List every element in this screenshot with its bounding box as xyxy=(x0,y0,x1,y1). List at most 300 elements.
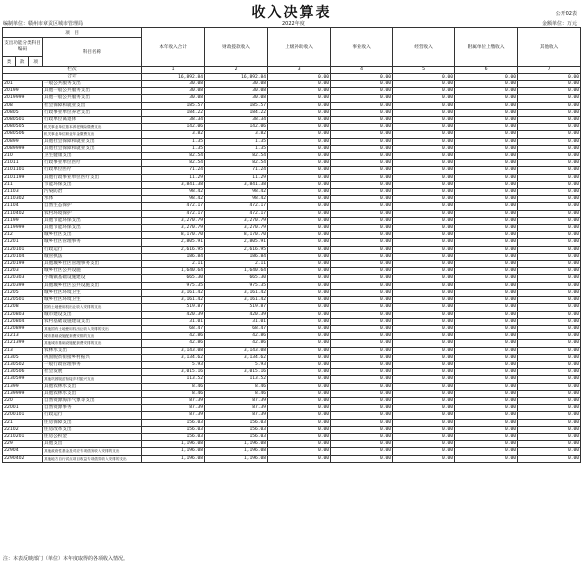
amount-cell: 0.00 xyxy=(268,145,331,152)
amount-cell: 0.00 xyxy=(331,289,393,296)
amount-cell: 0.00 xyxy=(518,311,581,318)
subject-code: 2101199 xyxy=(3,174,43,181)
subject-name: 其他社会保障和就业支出 xyxy=(43,138,142,145)
amount-cell: 0.00 xyxy=(393,275,455,282)
subject-code: 22102 xyxy=(3,426,43,433)
amount-cell: 5.93 xyxy=(205,361,268,368)
amount-cell: 87.39 xyxy=(142,397,205,404)
subject-name: 水体 xyxy=(43,196,142,203)
amount-cell: 0.00 xyxy=(268,340,331,347)
amount-cell: 0.00 xyxy=(518,131,581,138)
amount-cell: 0.00 xyxy=(518,109,581,116)
subject-code: 20199 xyxy=(3,88,43,95)
subject-name: 行政事业单位医疗 xyxy=(43,160,142,167)
amount-cell: 0.00 xyxy=(455,145,518,152)
amount-cell: 0.00 xyxy=(455,210,518,217)
col-header-1: 本年收入合计 xyxy=(142,28,205,67)
subject-name: 其他支出 xyxy=(43,441,142,448)
amount-cell: 472.17 xyxy=(205,210,268,217)
subject-name: 其他农林水支出 xyxy=(43,383,142,390)
table-row xyxy=(3,282,581,289)
amount-cell: 0.00 xyxy=(393,88,455,95)
amount-cell: 30.08 xyxy=(205,81,268,88)
table-row xyxy=(3,455,581,462)
amount-cell: 0.00 xyxy=(331,412,393,419)
table-row xyxy=(3,232,581,239)
subject-name: 城管执法 xyxy=(43,253,142,260)
amount-cell: 0.00 xyxy=(331,239,393,246)
amount-cell: 0.00 xyxy=(393,189,455,196)
amount-cell: 0.00 xyxy=(393,153,455,160)
amount-cell: 0.00 xyxy=(393,333,455,340)
table-row xyxy=(3,124,581,131)
amount-cell: 0.00 xyxy=(268,117,331,124)
amount-cell: 0.00 xyxy=(393,253,455,260)
amount-cell: 0.00 xyxy=(393,419,455,426)
amount-cell: 2,616.95 xyxy=(205,246,268,253)
table-row xyxy=(3,88,581,95)
amount-cell: 30.08 xyxy=(142,95,205,102)
amount-cell: 0.00 xyxy=(455,253,518,260)
amount-cell: 0.00 xyxy=(331,340,393,347)
amount-cell: 0.00 xyxy=(268,282,331,289)
subject-code: 2110402 xyxy=(3,210,43,217)
amount-cell: 30.08 xyxy=(205,88,268,95)
amount-cell: 98.42 xyxy=(205,189,268,196)
amount-cell: 0.00 xyxy=(268,289,331,296)
subject-name: 住房改革支出 xyxy=(43,426,142,433)
report-title: 收入决算表 xyxy=(251,5,332,21)
amount-cell: 30.08 xyxy=(142,88,205,95)
table-row xyxy=(3,181,581,188)
subject-code: 210 xyxy=(3,153,43,160)
subject-code: 2120899 xyxy=(3,325,43,332)
amount-cell: 0.00 xyxy=(268,174,331,181)
table-row xyxy=(3,361,581,368)
amount-cell: 0.00 xyxy=(268,160,331,167)
subject-code: 2290402 xyxy=(3,455,43,462)
amount-cell: 0.00 xyxy=(331,160,393,167)
amount-cell: 142.06 xyxy=(205,124,268,131)
amount-cell: 0.00 xyxy=(518,297,581,304)
table-row xyxy=(3,426,581,433)
subject-name: 行政运行 xyxy=(43,246,142,253)
subject-name: 其他行政事业单位医疗支出 xyxy=(43,174,142,181)
amount-cell: 2,805.91 xyxy=(142,239,205,246)
amount-cell: 186.84 xyxy=(142,253,205,260)
amount-cell: 0.00 xyxy=(268,268,331,275)
amount-cell: 71.24 xyxy=(142,167,205,174)
amount-cell: 0.00 xyxy=(455,369,518,376)
amount-cell: 0.00 xyxy=(518,210,581,217)
table-row xyxy=(3,102,581,109)
subject-name: 其他一般公共服务支出 xyxy=(43,88,142,95)
amount-cell: 0.00 xyxy=(331,275,393,282)
amount-cell: 0.00 xyxy=(455,268,518,275)
subject-code: 21104 xyxy=(3,203,43,210)
amount-cell: 0.00 xyxy=(393,95,455,102)
amount-cell: 0.00 xyxy=(455,376,518,383)
amount-cell: 0.00 xyxy=(268,203,331,210)
amount-cell: 0.00 xyxy=(518,282,581,289)
amount-cell: 0.00 xyxy=(268,419,331,426)
amount-cell: 0.00 xyxy=(331,433,393,440)
level1-header: 类 xyxy=(3,57,16,67)
subject-code: 208 xyxy=(3,102,43,109)
subject-name: 社会发展 xyxy=(43,369,142,376)
amount-cell: 1,196.08 xyxy=(142,455,205,462)
table-row xyxy=(3,160,581,167)
total-cell: 0.00 xyxy=(455,74,518,81)
amount-cell: 0.00 xyxy=(268,448,331,455)
table-row xyxy=(3,239,581,246)
amount-cell: 420.39 xyxy=(142,311,205,318)
table-row xyxy=(3,261,581,268)
subject-name: 其他巩固脱贫衔接乡村振兴支出 xyxy=(43,376,142,383)
amount-cell: 0.00 xyxy=(393,196,455,203)
amount-cell: 0.00 xyxy=(518,145,581,152)
amount-cell: 0.00 xyxy=(331,268,393,275)
amount-cell: 42.86 xyxy=(142,340,205,347)
amount-cell: 0.00 xyxy=(268,433,331,440)
subject-name: 机关事业单位基本养老保险缴费支出 xyxy=(43,124,142,131)
amount-cell: 0.00 xyxy=(268,217,331,224)
amount-cell: 1,196.08 xyxy=(205,448,268,455)
amount-cell: 38.34 xyxy=(205,117,268,124)
name-header: 科目名称 xyxy=(43,38,142,67)
amount-cell: 0.00 xyxy=(393,81,455,88)
table-row xyxy=(3,196,581,203)
amount-cell: 0.00 xyxy=(268,297,331,304)
subject-code: 2130506 xyxy=(3,369,43,376)
subject-name: 城乡社区环境卫生 xyxy=(43,289,142,296)
amount-cell: 0.00 xyxy=(268,181,331,188)
amount-cell: 0.00 xyxy=(393,340,455,347)
subject-code: 2200101 xyxy=(3,412,43,419)
amount-cell: 0.00 xyxy=(331,203,393,210)
amount-cell: 0.00 xyxy=(393,246,455,253)
amount-cell: 0.00 xyxy=(393,405,455,412)
amount-cell: 0.00 xyxy=(268,109,331,116)
amount-cell: 42.86 xyxy=(205,333,268,340)
subject-name: 卫生健康支出 xyxy=(43,153,142,160)
amount-cell: 0.00 xyxy=(331,354,393,361)
amount-cell: 0.00 xyxy=(455,297,518,304)
amount-cell: 0.00 xyxy=(268,131,331,138)
amount-cell: 519.87 xyxy=(142,304,205,311)
amount-cell: 0.00 xyxy=(518,88,581,95)
amount-cell: 1.35 xyxy=(142,145,205,152)
amount-cell: 0.00 xyxy=(455,397,518,404)
amount-cell: 0.00 xyxy=(518,361,581,368)
total-cell: 0.00 xyxy=(518,74,581,81)
table-row xyxy=(3,376,581,383)
amount-cell: 3,161.42 xyxy=(205,297,268,304)
amount-cell: 0.00 xyxy=(518,268,581,275)
subject-code: 2120399 xyxy=(3,282,43,289)
subject-name: 住房公积金 xyxy=(43,433,142,440)
amount-cell: 0.00 xyxy=(455,354,518,361)
amount-cell: 0.00 xyxy=(331,181,393,188)
table-row xyxy=(3,390,581,397)
amount-cell: 0.00 xyxy=(268,261,331,268)
table-row xyxy=(3,210,581,217)
amount-cell: 0.00 xyxy=(455,81,518,88)
amount-cell: 0.00 xyxy=(393,203,455,210)
amount-cell: 0.00 xyxy=(455,282,518,289)
amount-cell: 0.00 xyxy=(455,95,518,102)
amount-cell: 0.00 xyxy=(518,181,581,188)
amount-cell: 87.39 xyxy=(142,412,205,419)
amount-cell: 3,015.16 xyxy=(205,369,268,376)
amount-cell: 0.00 xyxy=(331,246,393,253)
amount-cell: 0.00 xyxy=(518,405,581,412)
subject-name: 农村环境保护 xyxy=(43,210,142,217)
amount-cell: 3,143.08 xyxy=(142,347,205,354)
amount-cell: 0.00 xyxy=(393,145,455,152)
amount-cell: 0.00 xyxy=(518,275,581,282)
amount-cell: 0.00 xyxy=(393,109,455,116)
amount-cell: 0.00 xyxy=(455,304,518,311)
subject-code: 2119999 xyxy=(3,225,43,232)
amount-cell: 0.00 xyxy=(331,196,393,203)
subject-code: 21203 xyxy=(3,268,43,275)
amount-cell: 87.39 xyxy=(205,397,268,404)
table-row xyxy=(3,95,581,102)
amount-cell: 0.00 xyxy=(518,217,581,224)
amount-cell: 0.00 xyxy=(331,383,393,390)
amount-cell: 1.35 xyxy=(142,138,205,145)
subject-code: 22001 xyxy=(3,405,43,412)
table-row xyxy=(3,340,581,347)
amount-cell: 0.00 xyxy=(268,138,331,145)
subject-code: 21208 xyxy=(3,304,43,311)
amount-cell: 0.00 xyxy=(518,232,581,239)
amount-cell: 0.00 xyxy=(393,433,455,440)
amount-cell: 1,640.64 xyxy=(205,268,268,275)
amount-cell: 2,616.95 xyxy=(142,246,205,253)
amount-cell: 0.00 xyxy=(331,390,393,397)
amount-cell: 1,196.08 xyxy=(142,448,205,455)
amount-cell: 0.00 xyxy=(331,376,393,383)
amount-cell: 0.00 xyxy=(331,282,393,289)
subject-code: 2080505 xyxy=(3,124,43,131)
col-index: 7 xyxy=(518,67,581,74)
amount-cell: 0.00 xyxy=(455,318,518,325)
amount-cell: 0.00 xyxy=(455,261,518,268)
amount-cell: 0.00 xyxy=(393,361,455,368)
amount-cell: 98.42 xyxy=(142,196,205,203)
subject-code: 21213 xyxy=(3,333,43,340)
subject-code: 21011 xyxy=(3,160,43,167)
amount-cell: 0.00 xyxy=(393,426,455,433)
amount-cell: 82.54 xyxy=(205,153,268,160)
subject-name: 其他城乡社区公共设施支出 xyxy=(43,282,142,289)
col-header-6: 附属单位上缴收入 xyxy=(455,28,518,67)
amount-cell: 0.00 xyxy=(455,102,518,109)
subject-code: 2121399 xyxy=(3,340,43,347)
amount-cell: 3,161.42 xyxy=(142,289,205,296)
amount-cell: 3.82 xyxy=(205,131,268,138)
amount-cell: 0.00 xyxy=(268,325,331,332)
amount-cell: 0.00 xyxy=(268,333,331,340)
amount-cell: 975.35 xyxy=(142,282,205,289)
amount-cell: 3,143.08 xyxy=(205,347,268,354)
amount-cell: 0.00 xyxy=(393,124,455,131)
amount-cell: 0.00 xyxy=(518,318,581,325)
subject-code: 2120303 xyxy=(3,275,43,282)
amount-cell: 0.00 xyxy=(393,117,455,124)
amount-cell: 0.00 xyxy=(455,340,518,347)
amount-cell: 0.00 xyxy=(518,174,581,181)
amount-cell: 1,196.08 xyxy=(205,441,268,448)
amount-cell: 185.57 xyxy=(142,102,205,109)
amount-cell: 42.86 xyxy=(142,333,205,340)
amount-cell: 0.00 xyxy=(331,225,393,232)
amount-cell: 98.42 xyxy=(205,196,268,203)
amount-cell: 0.00 xyxy=(331,95,393,102)
amount-cell: 3,270.79 xyxy=(205,225,268,232)
currency-label: 金额单位：万元 xyxy=(541,21,577,27)
subject-name: 小城镇基础设施建设 xyxy=(43,275,142,282)
amount-cell: 3,015.16 xyxy=(142,369,205,376)
amount-cell: 0.00 xyxy=(518,246,581,253)
amount-cell: 0.00 xyxy=(518,333,581,340)
table-row xyxy=(3,325,581,332)
unit-label: 编制单位：赣州市章贡区城市管理局 xyxy=(3,21,84,27)
subject-code: 21305 xyxy=(3,354,43,361)
subject-name: 其他城乡社区管理事务支出 xyxy=(43,261,142,268)
amount-cell: 0.00 xyxy=(268,390,331,397)
subject-name: 其他国有土地使用权出让收入安排的支出 xyxy=(43,325,142,332)
amount-cell: 0.00 xyxy=(331,405,393,412)
amount-cell: 975.35 xyxy=(205,282,268,289)
year-label: 2022年度 xyxy=(282,21,305,27)
amount-cell: 0.00 xyxy=(455,412,518,419)
amount-cell: 0.00 xyxy=(455,390,518,397)
amount-cell: 0.00 xyxy=(268,369,331,376)
total-cell: 0.00 xyxy=(393,74,455,81)
amount-cell: 0.00 xyxy=(393,311,455,318)
amount-cell: 2,805.91 xyxy=(205,239,268,246)
col-header-5: 经营收入 xyxy=(393,28,455,67)
subject-name: 污染防治 xyxy=(43,189,142,196)
amount-cell: 0.00 xyxy=(268,405,331,412)
subject-name: 一般公共服务支出 xyxy=(43,81,142,88)
amount-cell: 0.00 xyxy=(331,81,393,88)
amount-cell: 0.00 xyxy=(455,153,518,160)
table-row xyxy=(3,433,581,440)
amount-cell: 87.39 xyxy=(205,412,268,419)
subject-code: 2120104 xyxy=(3,253,43,260)
amount-cell: 0.00 xyxy=(331,153,393,160)
amount-cell: 0.00 xyxy=(455,383,518,390)
amount-cell: 0.00 xyxy=(455,160,518,167)
amount-cell: 82.54 xyxy=(205,160,268,167)
report-number: 公开02表 xyxy=(555,11,577,17)
amount-cell: 0.00 xyxy=(518,340,581,347)
col-index: 2 xyxy=(205,67,268,74)
amount-cell: 0.00 xyxy=(268,397,331,404)
amount-cell: 3,134.62 xyxy=(142,354,205,361)
table-row xyxy=(3,275,581,282)
subject-code: 21199 xyxy=(3,217,43,224)
table-row xyxy=(3,333,581,340)
table-row xyxy=(3,405,581,412)
amount-cell: 0.00 xyxy=(455,203,518,210)
subject-name: 城乡社区公共设施 xyxy=(43,268,142,275)
table-row xyxy=(3,189,581,196)
amount-cell: 113.52 xyxy=(142,376,205,383)
amount-cell: 0.00 xyxy=(393,217,455,224)
amount-cell: 0.00 xyxy=(393,138,455,145)
amount-cell: 665.30 xyxy=(205,275,268,282)
table-row xyxy=(3,354,581,361)
table-row xyxy=(3,145,581,152)
amount-cell: 0.00 xyxy=(393,383,455,390)
table-row xyxy=(3,268,581,275)
subject-code: 2089999 xyxy=(3,145,43,152)
amount-cell: 1,196.08 xyxy=(205,455,268,462)
amount-cell: 0.00 xyxy=(331,441,393,448)
amount-cell: 665.30 xyxy=(142,275,205,282)
amount-cell: 8,170.70 xyxy=(205,232,268,239)
amount-cell: 0.00 xyxy=(331,167,393,174)
subject-code: 2110302 xyxy=(3,196,43,203)
amount-cell: 0.00 xyxy=(331,253,393,260)
subject-code: 20805 xyxy=(3,109,43,116)
amount-cell: 3,841.38 xyxy=(142,181,205,188)
amount-cell: 3,841.38 xyxy=(205,181,268,188)
amount-cell: 0.00 xyxy=(393,376,455,383)
amount-cell: 0.00 xyxy=(518,433,581,440)
subject-code: 2130599 xyxy=(3,376,43,383)
subject-name: 自然生态保护 xyxy=(43,203,142,210)
amount-cell: 0.00 xyxy=(331,174,393,181)
amount-cell: 0.00 xyxy=(518,397,581,404)
amount-cell: 8.46 xyxy=(205,383,268,390)
table-row xyxy=(3,225,581,232)
amount-cell: 30.08 xyxy=(142,81,205,88)
table-row xyxy=(3,217,581,224)
amount-cell: 0.00 xyxy=(393,448,455,455)
amount-cell: 156.03 xyxy=(205,419,268,426)
subject-name: 社会保障和就业支出 xyxy=(43,102,142,109)
amount-cell: 0.00 xyxy=(331,232,393,239)
amount-cell: 0.00 xyxy=(331,88,393,95)
amount-cell: 0.00 xyxy=(393,318,455,325)
amount-cell: 87.39 xyxy=(205,405,268,412)
amount-cell: 68.47 xyxy=(205,325,268,332)
amount-cell: 0.00 xyxy=(268,95,331,102)
amount-cell: 11.29 xyxy=(142,174,205,181)
amount-cell: 0.00 xyxy=(518,153,581,160)
subject-code: 2120803 xyxy=(3,311,43,318)
subject-name: 城市基础设施配套费安排的支出 xyxy=(43,333,142,340)
amount-cell: 0.00 xyxy=(393,390,455,397)
amount-cell: 0.00 xyxy=(393,261,455,268)
amount-cell: 0.00 xyxy=(518,253,581,260)
table-row xyxy=(3,253,581,260)
amount-cell: 0.00 xyxy=(331,217,393,224)
table-row xyxy=(3,81,581,88)
table-row xyxy=(3,347,581,354)
amount-cell: 0.00 xyxy=(268,318,331,325)
amount-cell: 0.00 xyxy=(393,455,455,462)
level2-header: 款 xyxy=(16,57,29,67)
subject-code: 2101101 xyxy=(3,167,43,174)
amount-cell: 0.00 xyxy=(455,196,518,203)
